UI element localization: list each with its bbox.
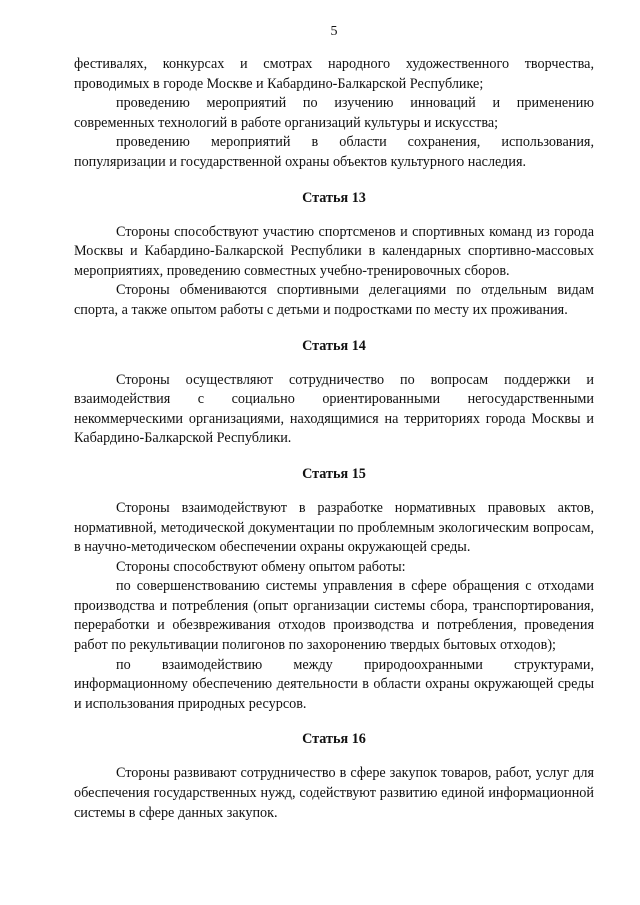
document-page [74,22,594,823]
article-14-title: Статья 14 [302,337,366,354]
article-15-paragraph-3: по совершенствованию системы управления в сфере обращения с отходами производства и потребления (опыт организации системы сбора, транспортирования, переработки и обезвреживания отходов производства и потребления, проведения работ по рекультивации полигонов по захоронению твердых бытовых отходов); [74,578,594,654]
intro-paragraph-1: фестивалях, конкурсах и смотрах народного художественного творчества, проводимых в городе Москве и Кабардино-Балкарской Республике; [74,56,594,92]
intro-paragraph-3: проведению мероприятий в области сохранения, использования, популяризации и государственной охраны объектов культурного наследия. [74,134,594,170]
article-14-paragraph-1: Стороны осуществляют сотрудничество по вопросам поддержки и взаимодействия с социально ориентированными негосударственными некоммерческими организациями, находящимися на территориях города Москвы и Кабардино-Балкарской Республики. [74,371,594,447]
page-number: 5 [330,24,338,39]
article-13-title: Статья 13 [302,189,366,206]
article-13-paragraph-1: Стороны способствуют участию спортсменов и спортивных команд из города Москвы и Кабардино-Балкарской Республики в календарных спортивно-массовых мероприятиях, проведению совместных учебно-тренировочных сборов. [74,223,594,279]
article-15-paragraph-2: Стороны способствуют обмену опытом работы: [116,558,406,575]
article-16-paragraph-1: Стороны развивают сотрудничество в сфере закупок товаров, работ, услуг для обеспечения государственных нужд, содействуют развитию единой информационной системы в сфере данных закупок. [74,765,594,821]
article-15-title: Статья 15 [302,465,366,482]
article-15-paragraph-4: по взаимодействию между природоохранными структурами, информационному обеспечению деятельности в области охраны окружающей среды и использования природных ресурсов. [74,656,594,712]
article-13-paragraph-2: Стороны обмениваются спортивными делегациями по отдельным видам спорта, а также опытом работы с детьми и подростками по месту их проживания. [74,282,594,318]
article-16-title: Статья 16 [302,731,366,748]
intro-paragraph-2: проведению мероприятий по изучению инноваций и применению современных технологий в работе организаций культуры и искусства; [74,95,594,131]
article-15-paragraph-1: Стороны взаимодействуют в разработке нормативных правовых актов, нормативной, методической документации по проблемным экологическим вопросам, в научно-методическом обеспечении охраны окружающей среды. [74,499,594,556]
